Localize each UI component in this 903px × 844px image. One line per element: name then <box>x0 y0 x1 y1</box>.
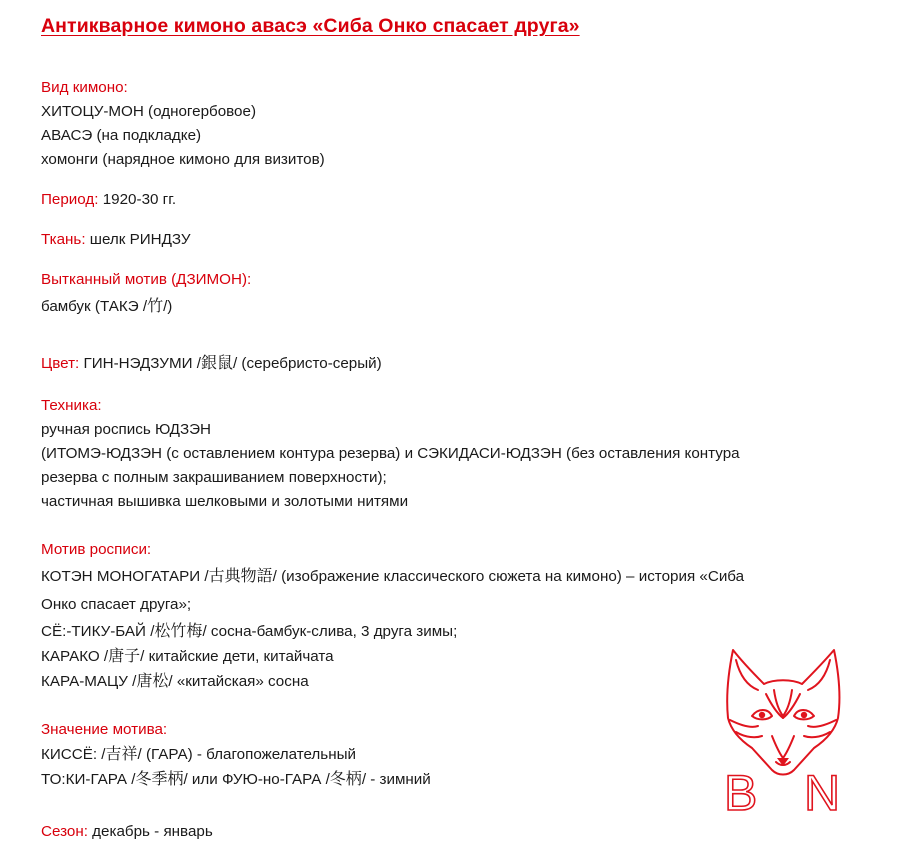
kimono-type-line: АВАСЭ (на подкладке) <box>41 127 202 144</box>
painting-motif-text: / сосна-бамбук-слива, 3 друга зимы; <box>202 623 458 640</box>
color-section <box>41 349 891 378</box>
fabric-section <box>41 228 891 252</box>
woven-motif-section <box>41 268 891 321</box>
woven-motif-value-end: /) <box>163 298 173 315</box>
motif-meaning-text: / (ГАРА) - благопожелательный <box>137 746 356 763</box>
painting-motif-kanji: 古典物語 <box>208 566 273 585</box>
painting-motif-text: / (изображение классического сюжета на кимоно) – история «Сиба <box>272 568 745 585</box>
technique-line: (ИТОМЭ-ЮДЗЭН (с оставлением контура резерва) и СЭКИДАСИ-ЮДЗЭН (без оставления контура <box>41 445 740 462</box>
season-value: декабрь - январь <box>87 823 213 840</box>
period-value: 1920-30 гг. <box>98 191 177 208</box>
fabric-label: Ткань: <box>41 231 86 248</box>
painting-motif-text: Онко спасает друга»; <box>41 596 192 613</box>
period-label: Период: <box>41 191 99 208</box>
painting-motif-text: СЁ:-ТИКУ-БАЙ / <box>41 623 155 640</box>
motif-meaning-label: Значение мотива: <box>41 721 168 738</box>
painting-motif-kanji: 唐子 <box>108 646 141 665</box>
motif-meaning-text: / или ФУЮ-но-ГАРА / <box>183 771 330 788</box>
color-value: ГИН-НЭДЗУМИ / <box>79 355 201 372</box>
technique-label: Техника: <box>41 397 102 414</box>
painting-motif-text: / китайские дети, китайчата <box>140 648 334 665</box>
painting-motif-text: КАРАКО / <box>41 648 109 665</box>
painting-motif-kanji: 唐松 <box>136 671 169 690</box>
technique-section <box>41 394 891 514</box>
logo-letter-n: N <box>804 765 841 814</box>
logo-letter-b: B <box>724 765 758 814</box>
motif-meaning-text: / - зимний <box>361 771 431 788</box>
technique-line: частичная вышивка шелковыми и золотыми нитями <box>41 493 409 510</box>
woven-motif-value: бамбук (ТАКЭ / <box>41 298 148 315</box>
painting-motif-kanji: 松竹梅 <box>154 621 203 640</box>
fox-head-icon <box>727 650 839 775</box>
painting-motif-text: КАРА-МАЦУ / <box>41 673 137 690</box>
motif-meaning-kanji: 冬季柄 <box>135 769 184 788</box>
motif-meaning-text: ТО:КИ-ГАРА / <box>41 771 136 788</box>
document-title: Антикварное кимоно авасэ «Сиба Онко спасает друга» <box>41 15 580 37</box>
woven-motif-kanji: 竹 <box>147 296 164 315</box>
fox-logo-icon <box>722 646 844 814</box>
color-kanji: 銀鼠 <box>200 353 233 372</box>
kimono-type-label: Вид кимоно: <box>41 79 128 96</box>
painting-motif-text: / «китайская» сосна <box>168 673 309 690</box>
motif-meaning-text: КИССЁ: / <box>41 746 106 763</box>
kimono-type-line: ХИТОЦУ-МОН (одногербовое) <box>41 103 257 120</box>
period-section <box>41 188 891 212</box>
color-label: Цвет: <box>41 355 80 372</box>
technique-line: резерва с полным закрашиванием поверхности); <box>41 469 387 486</box>
season-label: Сезон: <box>41 823 88 840</box>
fabric-value: шелк РИНДЗУ <box>85 231 191 248</box>
motif-meaning-kanji: 冬柄 <box>329 769 362 788</box>
painting-motif-text: КОТЭН МОНОГАТАРИ / <box>41 568 209 585</box>
technique-line: ручная роспись ЮДЗЭН <box>41 421 211 438</box>
painting-motif-label: Мотив росписи: <box>41 541 152 558</box>
season-section <box>41 820 891 844</box>
woven-motif-label: Вытканный мотив (ДЗИМОН): <box>41 271 252 288</box>
kimono-type-section <box>41 76 891 172</box>
color-value-end: / (серебристо-серый) <box>232 355 382 372</box>
motif-meaning-kanji: 吉祥 <box>105 744 138 763</box>
kimono-type-line: хомонги (нарядное кимоно для визитов) <box>41 151 325 168</box>
